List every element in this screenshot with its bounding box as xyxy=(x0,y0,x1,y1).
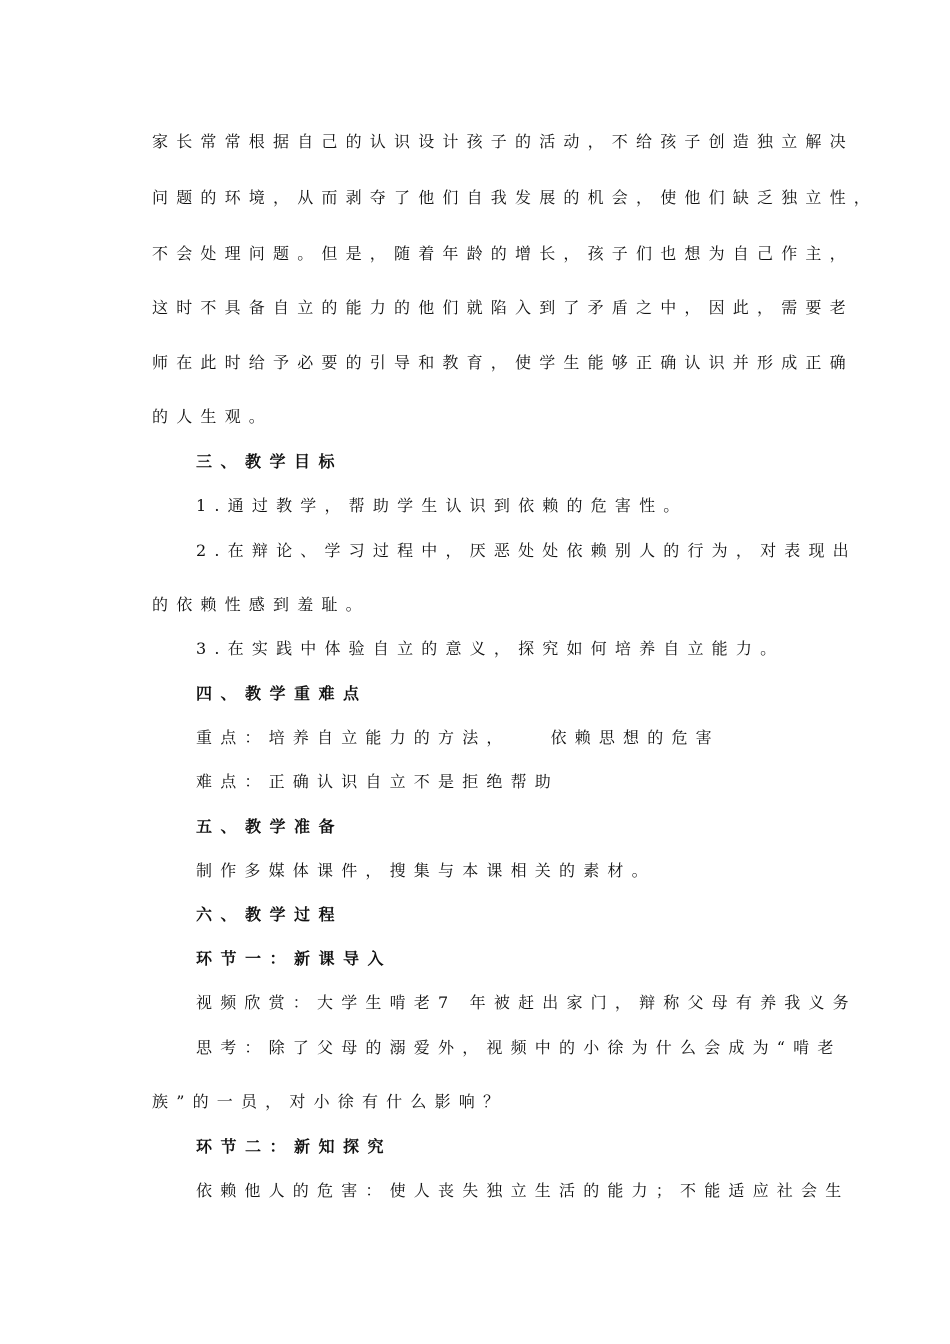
goal-2-line-2: 的依赖性感到羞耻。 xyxy=(152,595,370,614)
intro-line-2: 问题的环境，从而剥夺了他们自我发展的机会，使他们缺乏独立性， xyxy=(152,188,879,207)
video-description: 视频欣赏：大学生啃老7 年被赶出家门，辩称父母有养我义务 xyxy=(196,993,857,1012)
goal-2-line-1: 2.在辩论、学习过程中，厌恶处处依赖别人的行为，对表现出 xyxy=(196,541,857,560)
intro-line-5: 师在此时给予必要的引导和教育，使学生能够正确认识并形成正确 xyxy=(152,353,854,372)
difficulty: 难点：正确认识自立不是拒绝帮助 xyxy=(196,772,560,791)
think-line-1: 思考：除了父母的溺爱外，视频中的小徐为什么会成为“啃老 xyxy=(196,1038,842,1057)
step-2-heading: 环节二：新知探究 xyxy=(196,1137,393,1156)
preparation-content: 制作多媒体课件，搜集与本课相关的素材。 xyxy=(196,861,656,880)
intro-line-4: 这时不具备自立的能力的他们就陷入到了矛盾之中，因此，需要老 xyxy=(152,298,854,317)
intro-line-1: 家长常常根据自己的认识设计孩子的活动，不给孩子创造独立解决 xyxy=(152,132,854,151)
intro-line-3: 不会处理问题。但是，随着年龄的增长，孩子们也想为自己作主， xyxy=(152,244,854,263)
step-1-heading: 环节一：新课导入 xyxy=(196,949,393,968)
section-heading-goals: 三、教学目标 xyxy=(196,452,344,471)
goal-1: 1.通过教学，帮助学生认识到依赖的危害性。 xyxy=(196,496,688,515)
goal-3: 3.在实践中体验自立的意义，探究如何培养自立能力。 xyxy=(196,639,785,658)
section-heading-key-points: 四、教学重难点 xyxy=(196,684,368,703)
think-line-2: 族”的一员，对小徐有什么影响？ xyxy=(152,1092,508,1111)
section-heading-process: 六、教学过程 xyxy=(196,905,344,924)
section-heading-preparation: 五、教学准备 xyxy=(196,817,344,836)
key-point: 重点：培养自立能力的方法， 依赖思想的危害 xyxy=(196,728,720,747)
intro-line-6: 的人生观。 xyxy=(152,407,274,426)
harm-line: 依赖他人的危害：使人丧失独立生活的能力；不能适应社会生 xyxy=(196,1181,850,1200)
